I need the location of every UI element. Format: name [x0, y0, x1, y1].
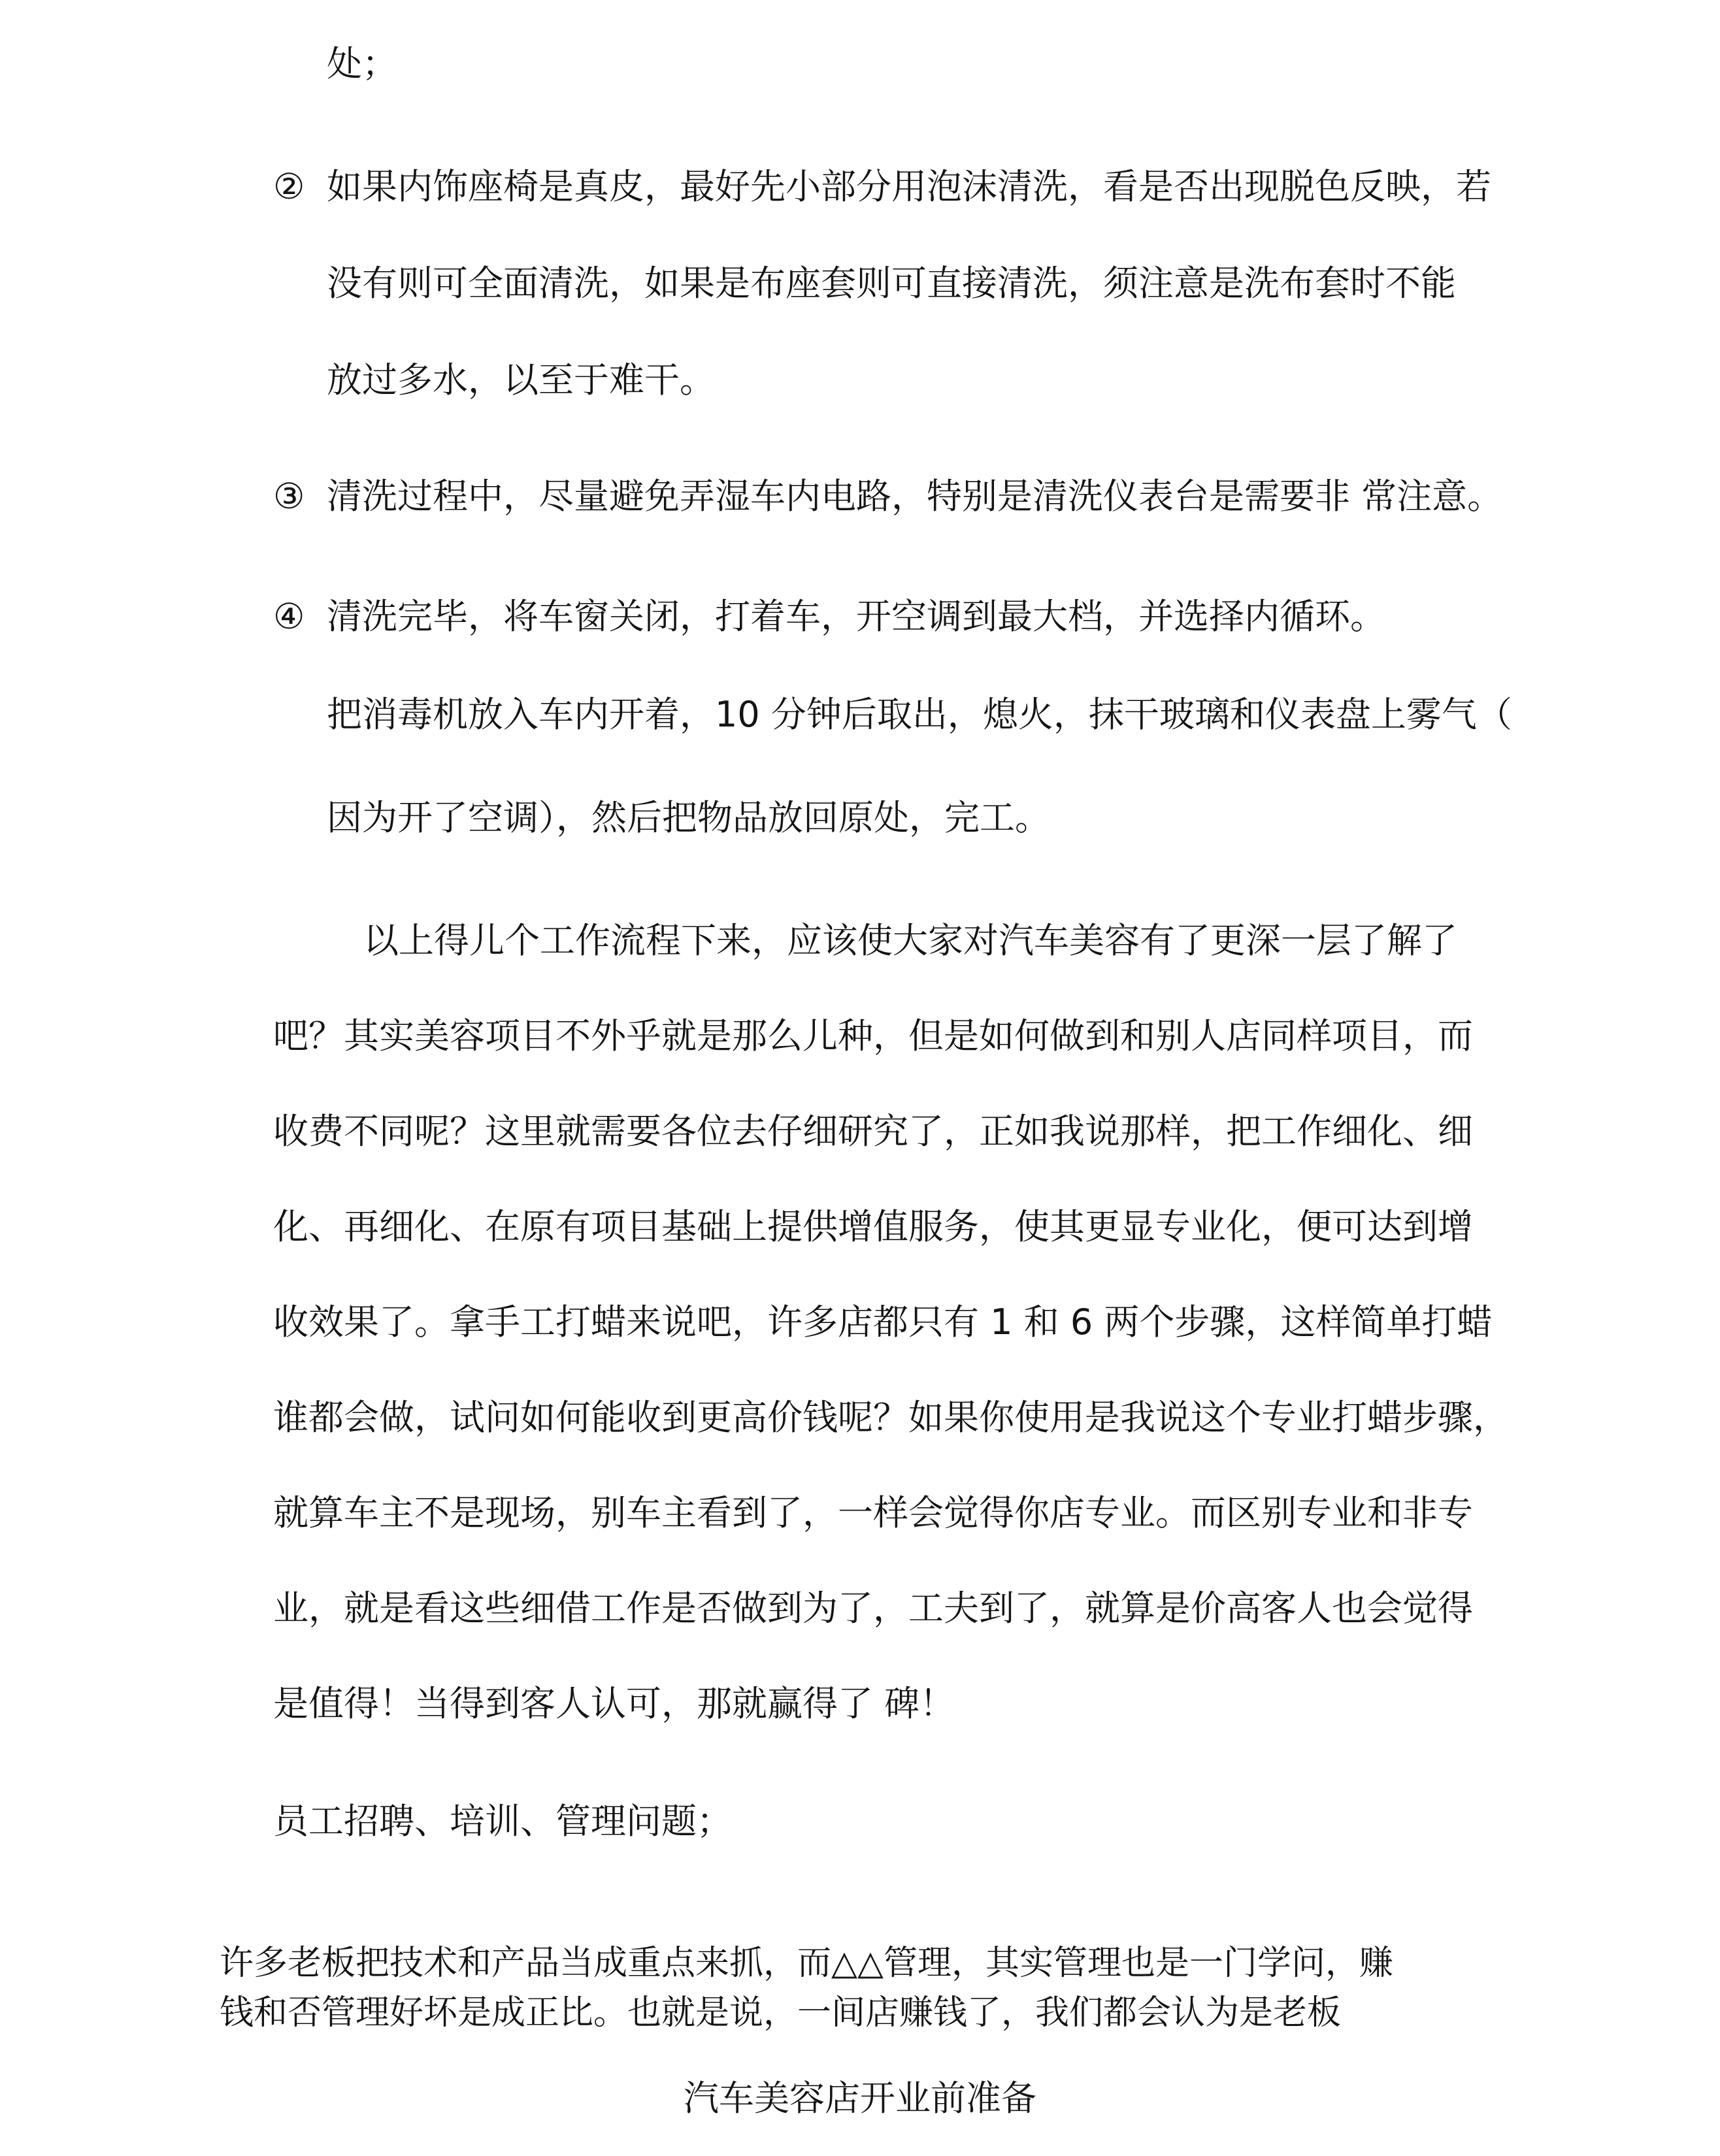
management-line-2: 钱和否管理好坏是成正比。也就是说，一间店赚钱了，我们都会认为是老板: [220, 1993, 1342, 2033]
intro-tail-text: 处；: [327, 43, 397, 84]
summary-line-4: 化、再细化、在原有项目基础上提供增值服务，使其更显专业化，便可达到增: [273, 1206, 1473, 1247]
management-line-1: 许多老板把技术和产品当成重点来抓，而△△管理，其实管理也是一门学问，赚: [220, 1944, 1393, 1983]
summary-line-6: 谁都会做，试问如何能收到更高价钱呢？如果你使用是我说这个专业打蜡步骤，: [273, 1397, 1508, 1438]
section-heading: 员工招聘、培训、管理问题；: [273, 1801, 732, 1842]
list-item-4-line-3: 因为开了空调），然后把物品放回原处，完工。: [327, 797, 1050, 838]
summary-line-8: 业，就是看这些细借工作是否做到为了，工夫到了，就算是价高客人也会觉得: [273, 1588, 1473, 1629]
list-item-4-line-2: 把消毒机放入车内开着，10 分钟后取出，熄火，抹干玻璃和仪表盘上雾气（: [327, 694, 1512, 735]
list-item-2-line-1: 如果内饰座椅是真皮，最好先小部分用泡沫清洗，看是否出现脱色反映，若: [327, 166, 1491, 207]
summary-line-2: 吧？其实美容项目不外乎就是那么儿种，但是如何做到和别人店同样项目，而: [273, 1015, 1473, 1056]
summary-line-5: 收效果了。拿手工打蜡来说吧，许多店都只有 1 和 6 两个步骤，这样简单打蜡: [273, 1301, 1493, 1343]
list-item-4-line-1: 清洗完毕，将车窗关闭，打着车，开空调到最大档，并选择内循环。: [327, 596, 1385, 637]
list-marker-2: ②: [273, 166, 305, 207]
footer-title: 汽车美容店开业前准备: [684, 2078, 1036, 2119]
list-item-3-line-1: 清洗过程中，尽量避免弄湿车内电路，特别是清洗仪表台是需要非 常注意。: [327, 476, 1503, 517]
list-item-2-line-3: 放过多水，以至于难干。: [327, 359, 715, 400]
list-marker-3: ③: [273, 476, 305, 517]
summary-line-1: 以上得儿个工作流程下来，应该使大家对汽车美容有了更深一层了解了: [363, 920, 1457, 961]
summary-line-3: 收费不同呢？这里就需要各位去仔细研究了，正如我说那样，把工作细化、细: [273, 1111, 1473, 1152]
summary-line-9: 是值得！当得到客人认可，那就赢得了 碑！: [273, 1683, 955, 1724]
list-marker-4: ④: [273, 596, 305, 637]
summary-line-7: 就算车主不是现场，别车主看到了，一样会觉得你店专业。而区别专业和非专: [273, 1492, 1473, 1533]
list-item-2-line-2: 没有则可全面清洗，如果是布座套则可直接清洗，须注意是洗布套时不能: [327, 263, 1456, 304]
